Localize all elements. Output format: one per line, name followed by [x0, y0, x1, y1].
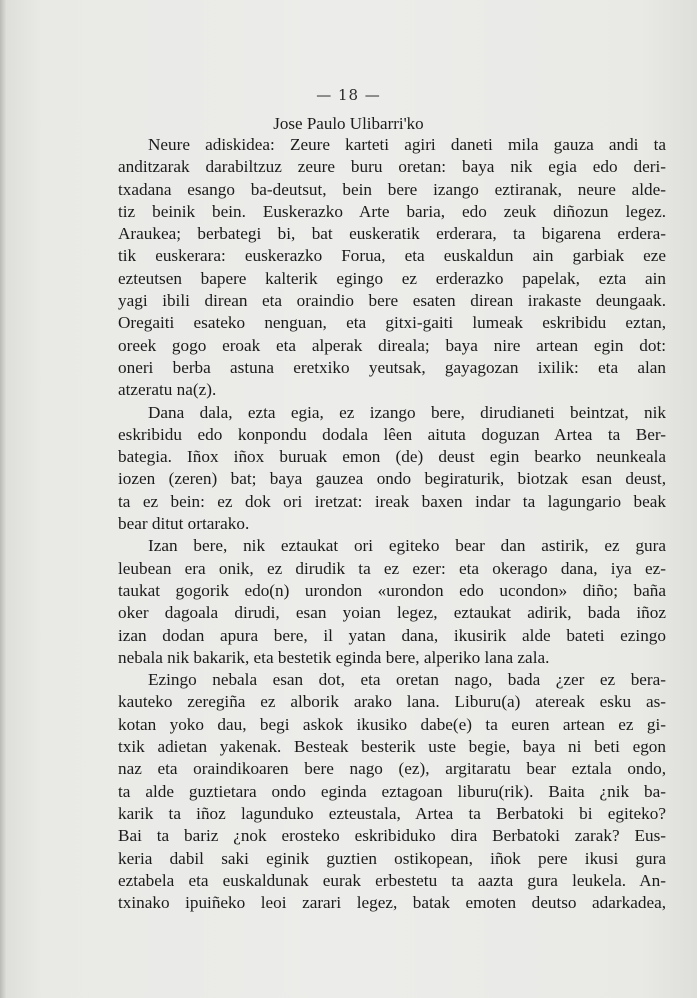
text-line: taukat gogorik edo(n) urondon «urondon edo ucondon» diño; baña: [118, 580, 666, 600]
text-line: yagi ibili direan eta oraindio bere esaten direan irakaste deungaak.: [118, 291, 666, 311]
text-line: anditzarak darabiltzuz zeure buru oretan: baya nik egia edo deri-: [118, 157, 666, 177]
text-line: txik adietan yakenak. Besteak besterik uste begie, baya ni beti egon: [118, 737, 666, 757]
text-line: kauteko zeregiña ez alborik arako lana. Liburu(a) atereak esku as-: [118, 692, 666, 712]
text-line: Izan bere, nik eztaukat ori egiteko bear dan astirik, ez gura: [148, 536, 666, 556]
text-line: Oregaiti esateko nenguan, eta gitxi-gaiti lumeak eskribidu eztan,: [118, 313, 666, 333]
letter-heading: Jose Paulo Ulibarri'ko: [273, 114, 424, 133]
text-line: Araukea; berbategi bi, bat euskeratik erderara, ta bigarena erdera-: [118, 224, 666, 244]
text-line: txinako ipuiñeko leoi zarari legez, batak emoten deutso adarkadea,: [118, 893, 666, 913]
text-line: oneri berba astuna eretxiko yeutsak, gayagozan ixilik: eta alan: [118, 357, 666, 377]
page-edge-shadow: [0, 0, 6, 998]
text-line: tiz beinik bein. Euskerazko Arte baria, edo zeuk diñozun legez.: [118, 201, 666, 221]
letter-body: [118, 134, 666, 914]
page-number: — 18 —: [316, 86, 381, 104]
text-line: karik ta iñoz lagunduko ezteustala, Artea ta Berbatoki bi egiteko?: [118, 803, 666, 823]
text-line: nebala nik bakarik, eta bestetik eginda bere, alperiko lana zala.: [118, 647, 550, 667]
text-line: bear ditut ortarako.: [118, 514, 250, 534]
text-line: eztabela eta euskaldunak eurak erbestetu ta aazta gura leukela. An-: [118, 870, 666, 890]
text-line: eskribidu edo konpondu dodala lêen aituta doguzan Artea ta Ber-: [118, 424, 666, 444]
text-line: Bai ta bariz ¿nok erosteko eskribiduko dira Berbatoki zarak? Eus-: [118, 826, 666, 846]
text-line: atzeratu na(z).: [118, 380, 217, 400]
text-line: bategia. Iñox iñox buruak emon (de) deust egin bearko neunkeala: [118, 447, 666, 467]
text-line: ezteutsen bapere kalterik egingo ez erderazko papelak, ezta ain: [118, 268, 666, 288]
text-line: izan dodan apura bere, il yatan dana, ikusirik alde bateti ezingo: [118, 625, 666, 645]
text-line: tik euskerara: euskerazko Forua, eta euskaldun ain garbiak eze: [118, 246, 666, 266]
text-line: Dana dala, ezta egia, ez izango bere, dirudianeti beintzat, nik: [148, 402, 666, 422]
text-line: oker dagoala dirudi, esan yoian legez, eztaukat adirik, bada iñoz: [118, 603, 666, 623]
text-line: ta ez bein: ez dok ori iretzat: ireak baxen indar ta lagungario beak: [118, 491, 666, 511]
text-line: keria dabil saki eginik guztien ostikopean, iñok pere ikusi gura: [118, 848, 666, 868]
text-line: kotan yoko dau, begi askok ikusiko dabe(e) ta euren artean ez gi-: [118, 714, 666, 734]
text-line: ta alde guztietara ondo eginda eztagoan liburu(rik). Baita ¿nik ba-: [118, 781, 666, 801]
text-line: oreek gogo eroak eta alperak direala; baya nire artean egin dot:: [118, 335, 666, 355]
text-line: Ezingo nebala esan dot, eta oretan nago, bada ¿zer ez bera-: [148, 670, 666, 690]
text-line: Neure adiskidea: Zeure karteti agiri daneti mila gauza andi ta: [148, 135, 666, 154]
text-line: leubean era onik, ez dirudik ta ez ezer: eta okerago dana, iya ez-: [118, 558, 666, 578]
text-line: iozen (zeren) bat; baya gauzea ondo begiraturik, biotzak esan deust,: [118, 469, 666, 489]
text-line: txadana esango ba-deutsut, bein bere izango eztiranak, neure alde-: [118, 179, 666, 199]
text-line: naz eta oraindikoaren bere nago (ez), argitaratu bear eztala ondo,: [118, 759, 666, 779]
